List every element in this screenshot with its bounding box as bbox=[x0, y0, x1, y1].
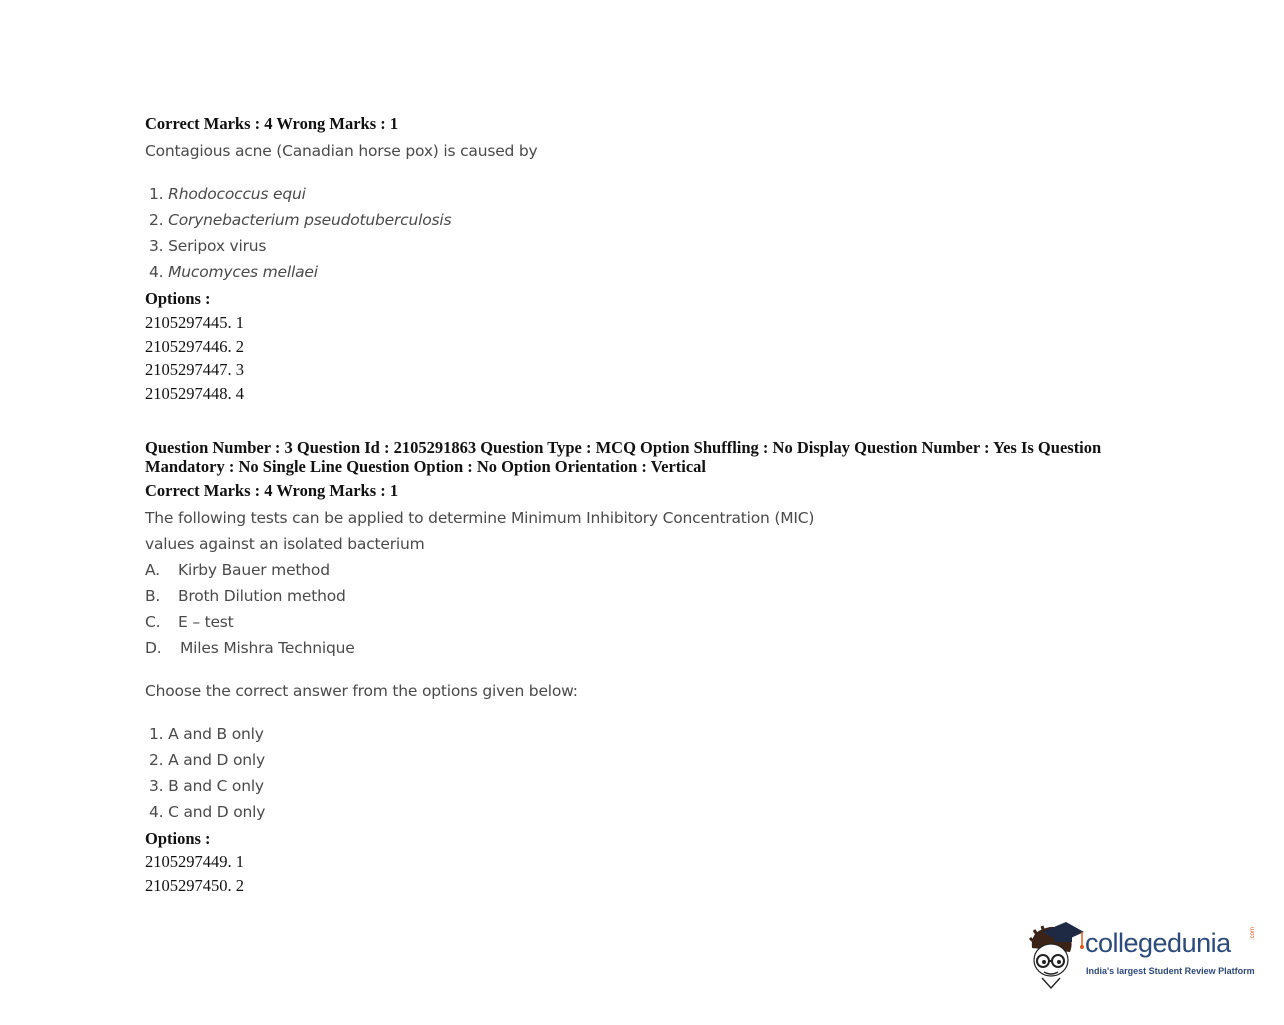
statement-item bbox=[145, 613, 160, 631]
statement-letter: A. bbox=[145, 561, 160, 579]
choice-item bbox=[149, 237, 266, 255]
choice-item bbox=[149, 777, 264, 795]
option-id: 2105297450. 2 bbox=[145, 876, 244, 895]
question-header-line: Mandatory : No Single Line Question Option : No Option Orientation : Vertical bbox=[145, 457, 707, 476]
choice-item bbox=[149, 263, 318, 281]
option-id: 2105297446. 2 bbox=[145, 337, 244, 356]
student-mascot-icon bbox=[1024, 918, 1084, 990]
brand-tagline: India's largest Student Review Platform bbox=[1086, 966, 1255, 976]
marks-line: Correct Marks : 4 Wrong Marks : 1 bbox=[145, 481, 399, 500]
choice-text: Mucomyces mellaei bbox=[168, 263, 318, 281]
brand-suffix: .com bbox=[1250, 926, 1256, 940]
marks-line: Correct Marks : 4 Wrong Marks : 1 bbox=[145, 114, 399, 133]
statement-letter: D. bbox=[145, 639, 162, 657]
statement-text: Kirby Bauer method bbox=[178, 561, 330, 579]
option-id: 2105297448. 4 bbox=[145, 384, 244, 403]
options-label: Options : bbox=[145, 829, 211, 848]
statement-text: E – test bbox=[178, 613, 234, 631]
option-id: 2105297447. 3 bbox=[145, 360, 244, 379]
choice-text: A and B only bbox=[168, 725, 264, 743]
choice-text: A and D only bbox=[168, 751, 265, 769]
choice-number: 2. bbox=[149, 751, 164, 769]
instruction-text: Choose the correct answer from the options given below: bbox=[145, 682, 578, 700]
statement-text: Miles Mishra Technique bbox=[180, 639, 355, 657]
statement-text: Broth Dilution method bbox=[178, 587, 346, 605]
collegedunia-logo bbox=[1024, 918, 1259, 990]
choice-text: B and C only bbox=[168, 777, 264, 795]
statement-letter: C. bbox=[145, 613, 161, 631]
choice-text: Rhodococcus equi bbox=[168, 185, 306, 203]
choice-item bbox=[149, 211, 451, 229]
choice-item bbox=[149, 803, 265, 821]
choice-number: 4. bbox=[149, 263, 164, 281]
question-text: The following tests can be applied to determine Minimum Inhibitory Concentration (MIC) bbox=[145, 509, 815, 527]
choice-number: 3. bbox=[149, 777, 164, 795]
option-id: 2105297449. 1 bbox=[145, 852, 244, 871]
statement-item bbox=[145, 639, 161, 657]
question-text: Contagious acne (Canadian horse pox) is caused by bbox=[145, 142, 538, 160]
choice-item bbox=[149, 185, 306, 203]
choice-text: C and D only bbox=[168, 803, 266, 821]
statement-letter: B. bbox=[145, 587, 161, 605]
statement-item bbox=[145, 587, 160, 605]
choice-item bbox=[149, 725, 264, 743]
option-id: 2105297445. 1 bbox=[145, 313, 244, 332]
choice-number: 2. bbox=[149, 211, 164, 229]
choice-number: 1. bbox=[149, 725, 164, 743]
choice-item bbox=[149, 751, 265, 769]
brand-name: collegedunia bbox=[1085, 928, 1231, 958]
options-label: Options : bbox=[145, 289, 211, 308]
statement-item bbox=[145, 561, 160, 579]
choice-text: Corynebacterium pseudotuberculosis bbox=[168, 211, 452, 229]
choice-number: 1. bbox=[149, 185, 164, 203]
question-text: values against an isolated bacterium bbox=[145, 535, 425, 553]
choice-text: Seripox virus bbox=[168, 237, 267, 255]
choice-number: 3. bbox=[149, 237, 164, 255]
choice-number: 4. bbox=[149, 803, 164, 821]
question-header-line: Question Number : 3 Question Id : 2105291863 Question Type : MCQ Option Shuffling : No Display Question Number : Yes Is Question bbox=[145, 438, 1102, 457]
